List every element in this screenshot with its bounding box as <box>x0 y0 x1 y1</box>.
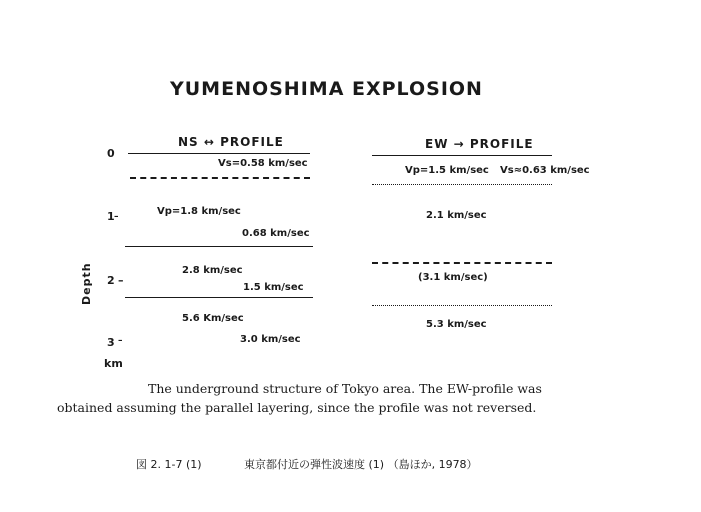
ns-layer2-vs: 1.5 km/sec <box>243 282 304 293</box>
ew-layer2-velocity: (3.1 km/sec) <box>418 272 488 283</box>
depth-tick-mark-2: – <box>118 274 124 287</box>
ew-surface-line <box>372 155 552 156</box>
depth-tick-mark-1: – <box>114 212 119 222</box>
depth-unit: km <box>104 357 123 370</box>
figure-number: 図 2. 1-7 (1) <box>136 458 202 471</box>
figure-caption-text: 東京都付近の弾性波速度 (1) （島ほか, 1978） <box>244 458 478 471</box>
ns-interface-1 <box>125 246 313 247</box>
depth-tick-0: 0 <box>107 147 115 160</box>
ns-interface-2 <box>125 297 313 298</box>
ns-layer1-vp: Vp=1.8 km/sec <box>157 206 241 217</box>
depth-tick-mark-3: – <box>118 336 123 346</box>
ew-layer1-velocity: 2.1 km/sec <box>426 210 487 221</box>
diagram-title: YUMENOSHIMA EXPLOSION <box>170 78 483 100</box>
ns-layer2-vp: 2.8 km/sec <box>182 265 243 276</box>
ns-layer0-vs: Vs=0.58 km/sec <box>218 158 308 169</box>
ns-dashed-interface <box>130 177 310 179</box>
ns-layer3-vs: 3.0 km/sec <box>240 334 301 345</box>
ew-profile-header: EW → PROFILE <box>425 137 534 151</box>
ew-layer0-vs: Vs≈0.63 km/sec <box>500 165 590 176</box>
ns-surface-line <box>128 153 310 154</box>
depth-tick-2: 2 <box>107 274 115 287</box>
ew-interface-3 <box>372 305 552 306</box>
ew-layer3-velocity: 5.3 km/sec <box>426 319 487 330</box>
depth-tick-1: 1 <box>107 210 115 223</box>
ew-dashed-interface <box>372 262 552 264</box>
ew-interface-1 <box>372 184 552 185</box>
ew-layer0-vp: Vp=1.5 km/sec <box>405 165 489 176</box>
ns-layer1-vs: 0.68 km/sec <box>242 228 310 239</box>
ns-layer3-vp: 5.6 Km/sec <box>182 313 244 324</box>
caption-line-2: obtained assuming the parallel layering, since the profile was not reversed. <box>57 400 537 415</box>
depth-axis-label: Depth <box>80 262 93 305</box>
depth-tick-3: 3 <box>107 336 115 349</box>
ns-profile-header: NS ↔ PROFILE <box>178 135 284 149</box>
caption-line-1: The underground structure of Tokyo area. The EW-profile was <box>148 381 542 396</box>
